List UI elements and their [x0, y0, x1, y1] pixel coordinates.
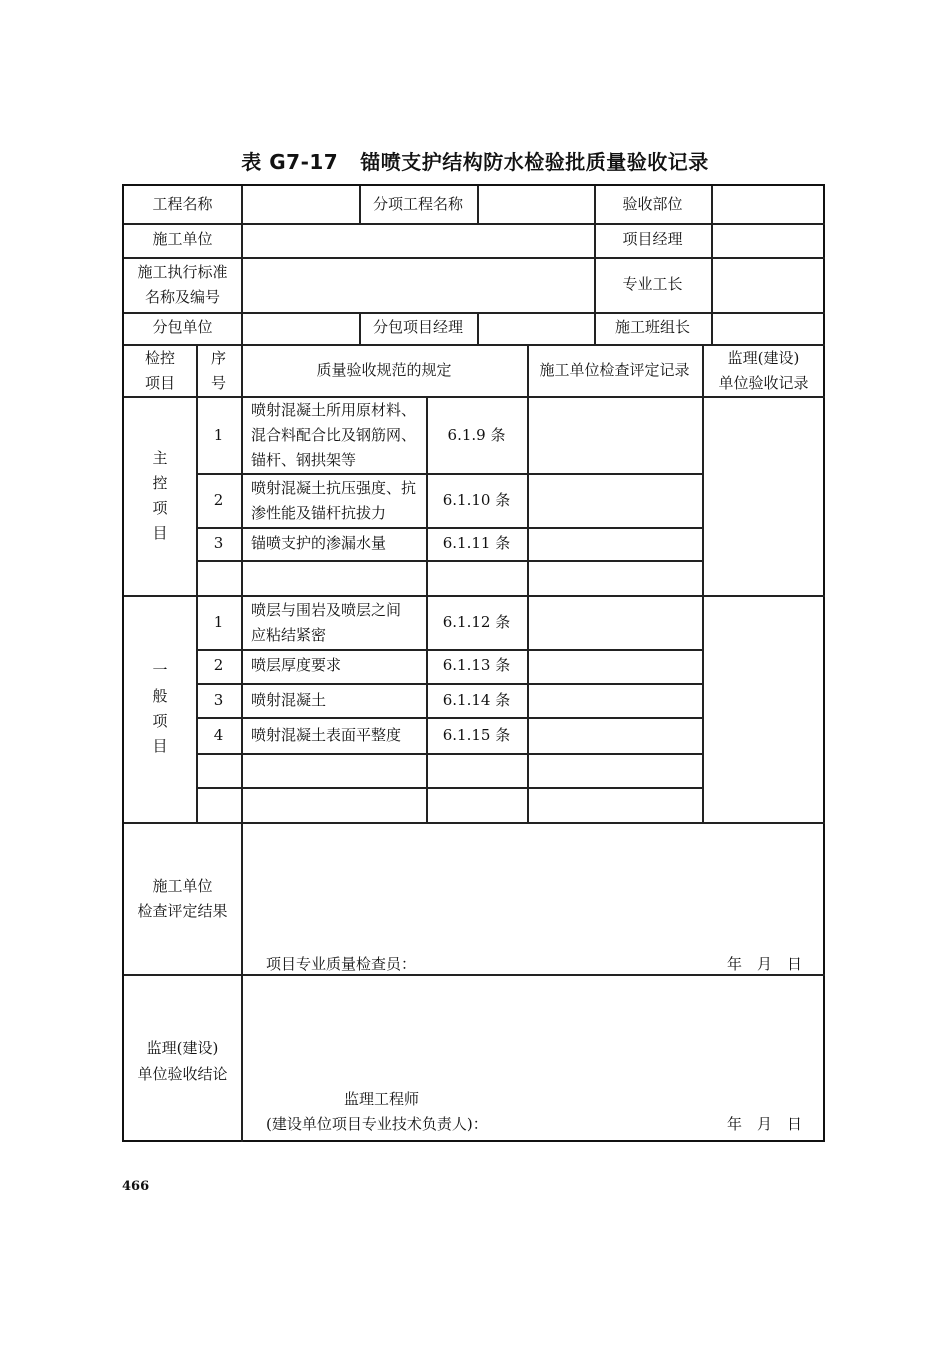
- col-divider: [196, 344, 198, 822]
- project-manager-label: 项目经理: [622, 230, 683, 248]
- row-divider: [196, 717, 703, 719]
- col-divider: [477, 186, 479, 223]
- row-divider: [124, 257, 825, 259]
- row-divider: [196, 560, 703, 562]
- page-number: 466: [122, 1179, 150, 1194]
- main-row-seq: 1: [213, 426, 224, 444]
- row-divider: [124, 312, 825, 314]
- construction-unit-label: 施工单位: [152, 230, 213, 248]
- main-row-desc: 混合料配合比及钢筋网、: [251, 426, 417, 444]
- main-control-label-char: 控: [152, 474, 168, 492]
- acceptance-record-table: [122, 184, 825, 1142]
- quality-inspector-label: 项目专业质量检查员：: [266, 955, 417, 973]
- responsible-person-label: (建设单位项目专业技术负责人)：: [266, 1115, 488, 1133]
- general-row-seq: 2: [213, 656, 224, 674]
- general-row-desc: 应粘结紧密: [251, 626, 327, 644]
- general-row-desc: 喷层与围岩及喷层之间: [251, 601, 402, 619]
- general-label-char: 项: [152, 712, 168, 730]
- main-control-label-char: 主: [152, 449, 168, 467]
- row-divider: [196, 683, 703, 685]
- col-divider: [711, 186, 713, 344]
- main-control-label-char: 目: [152, 524, 168, 542]
- col-divider: [241, 186, 243, 344]
- foreman-label: 专业工长: [622, 275, 683, 293]
- subcontract-manager-label: 分包项目经理: [372, 318, 463, 336]
- table-title: 锚喷支护结构防水检验批质量验收记录: [360, 150, 709, 174]
- standard-label-line1: 施工执行标准: [137, 263, 228, 281]
- construction-record-column-header: 施工单位检查评定记录: [539, 361, 690, 379]
- item-column-header-line2: 项目: [144, 374, 175, 392]
- supervision-column-header-line2: 单位验收记录: [718, 374, 809, 392]
- general-row-desc: 喷层厚度要求: [251, 656, 342, 674]
- standard-label-line2: 名称及编号: [144, 288, 220, 306]
- row-divider: [124, 223, 825, 225]
- row-divider: [196, 527, 703, 529]
- supervision-column-header-line1: 监理(建设): [727, 349, 800, 367]
- main-control-label-char: 项: [152, 499, 168, 517]
- row-divider: [196, 649, 703, 651]
- spec-column-header: 质量验收规范的规定: [316, 361, 452, 379]
- main-row-clause: 6.1.9 条: [447, 426, 506, 444]
- supervising-engineer-label: 监理工程师: [344, 1090, 420, 1108]
- main-row-desc: 渗性能及锚杆抗拔力: [251, 504, 387, 522]
- general-label-char: 般: [152, 687, 168, 705]
- acceptance-location-label: 验收部位: [622, 195, 683, 213]
- general-row-seq: 4: [213, 726, 224, 744]
- row-divider: [124, 396, 825, 398]
- subcontract-unit-label: 分包单位: [152, 318, 213, 336]
- col-divider: [241, 344, 243, 822]
- general-row-seq: 1: [213, 613, 224, 631]
- general-label-char: 目: [152, 737, 168, 755]
- col-divider: [702, 344, 704, 822]
- table-code: 表 G7-17: [241, 150, 339, 174]
- general-row-clause: 6.1.14 条: [442, 691, 511, 709]
- row-divider: [124, 595, 825, 597]
- page-title: [0, 146, 950, 175]
- row-divider: [196, 753, 703, 755]
- construction-result-date: 年 月 日: [727, 955, 803, 973]
- col-divider: [426, 396, 428, 822]
- main-row-desc: 喷射混凝土所用原材料、: [251, 401, 417, 419]
- subitem-project-name-label: 分项工程名称: [372, 195, 463, 213]
- row-divider: [196, 473, 703, 475]
- main-row-clause: 6.1.11 条: [442, 534, 511, 552]
- col-divider: [477, 312, 479, 344]
- supervision-conclusion-label-line1: 监理(建设): [146, 1039, 219, 1057]
- general-row-desc: 喷射混凝土: [251, 691, 327, 709]
- supervision-conclusion-label-line2: 单位验收结论: [137, 1065, 228, 1083]
- general-row-clause: 6.1.13 条: [442, 656, 511, 674]
- team-leader-label: 施工班组长: [614, 318, 690, 336]
- row-divider: [196, 787, 703, 789]
- seq-column-header-line2: 号: [210, 374, 226, 392]
- construction-result-label-line1: 施工单位: [152, 877, 213, 895]
- main-row-clause: 6.1.10 条: [442, 491, 511, 509]
- construction-result-label-line2: 检查评定结果: [137, 902, 228, 920]
- item-column-header-line1: 检控: [144, 349, 175, 367]
- main-row-desc: 喷射混凝土抗压强度、抗: [251, 479, 417, 497]
- general-row-desc: 喷射混凝土表面平整度: [251, 726, 402, 744]
- col-divider: [527, 344, 529, 822]
- col-divider: [241, 822, 243, 1142]
- main-row-seq: 2: [213, 491, 224, 509]
- main-row-desc: 锚杆、钢拱架等: [251, 451, 357, 469]
- general-row-clause: 6.1.15 条: [442, 726, 511, 744]
- general-row-seq: 3: [213, 691, 224, 709]
- general-row-clause: 6.1.12 条: [442, 613, 511, 631]
- seq-column-header-line1: 序: [210, 349, 226, 367]
- supervision-conclusion-date: 年 月 日: [727, 1115, 803, 1133]
- row-divider: [124, 974, 825, 976]
- project-name-label: 工程名称: [152, 195, 213, 213]
- general-label-char: 一: [152, 661, 168, 679]
- row-divider: [124, 822, 825, 824]
- main-row-desc: 锚喷支护的渗漏水量: [251, 534, 387, 552]
- main-row-seq: 3: [213, 534, 224, 552]
